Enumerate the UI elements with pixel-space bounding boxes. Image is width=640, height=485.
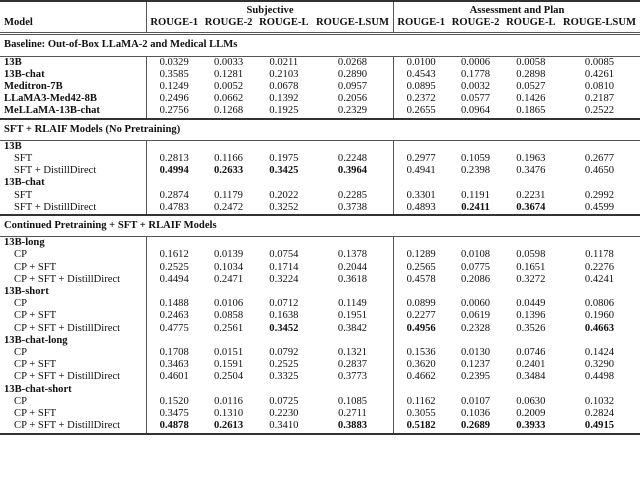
empty-cell — [147, 384, 202, 396]
column-header-rouge2: ROUGE-2 — [204, 17, 253, 29]
metric-value: 0.4578 — [393, 274, 448, 286]
model-name: CP + SFT + DistillDirect — [14, 273, 121, 285]
metric-value: 0.1178 — [585, 249, 614, 261]
metric-value: 0.1321 — [337, 347, 368, 359]
empty-cell — [559, 286, 640, 298]
metric-value: 0.0058 — [516, 56, 546, 68]
empty-cell — [503, 384, 559, 396]
metric-value: 0.2372 — [393, 93, 448, 105]
empty-cell — [559, 237, 640, 250]
model-name: MeLLaMA-13B-chat — [0, 105, 147, 118]
metric-value: 0.0139 — [213, 249, 244, 261]
empty-cell — [312, 237, 394, 250]
metric-value: 0.1426 — [516, 93, 546, 105]
column-header-rouge1: ROUGE-1 — [147, 17, 202, 34]
metric-value: 0.1166 — [214, 153, 243, 165]
empty-cell — [312, 177, 394, 189]
metric-value: 0.4543 — [393, 69, 448, 81]
empty-cell — [503, 335, 559, 347]
empty-cell — [559, 177, 640, 189]
metric-value: 0.1149 — [338, 298, 367, 310]
metric-value: 0.1179 — [214, 189, 243, 201]
metric-value: 0.1034 — [213, 261, 244, 273]
model-name: CP + SFT — [14, 359, 57, 371]
column-header-rougel: ROUGE-L — [506, 17, 556, 29]
metric-value: 0.3484 — [516, 371, 546, 383]
model-name: CP — [14, 298, 27, 310]
metric-value: 0.3933 — [503, 420, 559, 433]
metric-value: 0.1032 — [584, 395, 615, 407]
metric-value: 0.1281 — [213, 68, 244, 80]
metric-value: 0.4956 — [393, 323, 448, 335]
metric-value: 0.3842 — [337, 322, 368, 334]
column-header-model: Model — [4, 17, 33, 29]
metric-value: 0.2977 — [393, 153, 448, 165]
model-group-name: 13B — [4, 140, 22, 152]
metric-value: 0.1520 — [147, 396, 202, 408]
metric-value: 0.2504 — [213, 371, 244, 383]
metric-value: 0.4775 — [147, 323, 202, 335]
metric-value: 0.0858 — [213, 310, 244, 322]
metric-value: 0.2677 — [584, 153, 615, 165]
metric-value: 0.0052 — [213, 81, 244, 93]
metric-value: 0.2328 — [460, 322, 491, 334]
metric-value: 0.2463 — [147, 310, 202, 322]
metric-value: 0.3618 — [337, 273, 368, 285]
metric-value: 0.0211 — [269, 56, 299, 68]
metric-value: 0.1488 — [147, 298, 202, 310]
model-name: SFT — [14, 189, 33, 201]
metric-value: 0.2472 — [201, 202, 255, 215]
metric-value: 0.3452 — [269, 322, 299, 334]
metric-value: 0.0964 — [448, 105, 502, 118]
metric-value: 0.0895 — [393, 81, 448, 93]
metric-value: 0.2756 — [147, 105, 202, 118]
metric-value: 0.2655 — [393, 105, 448, 118]
group-header-subjective: Subjective — [147, 1, 394, 17]
empty-cell — [393, 140, 448, 153]
metric-value: 0.0106 — [213, 298, 244, 310]
metric-value: 0.3425 — [269, 165, 299, 177]
model-name: 13B — [4, 56, 22, 68]
empty-cell — [256, 384, 312, 396]
metric-value: 0.2276 — [584, 261, 615, 273]
model-name: CP + SFT + DistillDirect — [0, 420, 147, 433]
empty-cell — [201, 140, 255, 153]
empty-cell — [559, 335, 640, 347]
metric-value: 0.1865 — [503, 105, 559, 118]
model-name: CP — [14, 347, 27, 359]
empty-cell — [503, 140, 559, 153]
metric-value: 0.2837 — [337, 359, 368, 371]
empty-cell — [312, 286, 394, 298]
metric-value: 0.3585 — [147, 69, 202, 81]
empty-cell — [393, 286, 448, 298]
metric-value: 0.2231 — [516, 189, 546, 201]
empty-cell — [201, 286, 255, 298]
metric-value: 0.2471 — [213, 273, 244, 285]
metric-value: 0.4494 — [147, 274, 202, 286]
model-name: CP — [14, 395, 27, 407]
section-title: Baseline: Out-of-Box LLaMA-2 and Medical LLMs — [0, 34, 640, 56]
empty-cell — [147, 286, 202, 298]
column-header-rouge1: ROUGE-1 — [393, 17, 448, 34]
empty-cell — [503, 237, 559, 250]
metric-value: 0.5182 — [393, 420, 448, 433]
metric-value: 0.1975 — [269, 153, 299, 165]
metric-value: 0.0100 — [393, 56, 448, 69]
metric-value: 0.4893 — [393, 202, 448, 215]
metric-value: 0.2285 — [337, 189, 368, 201]
metric-value: 0.1651 — [516, 261, 546, 273]
metric-value: 0.0806 — [584, 298, 615, 310]
metric-value: 0.2395 — [460, 371, 491, 383]
metric-value: 0.4878 — [147, 420, 202, 433]
metric-value: 0.4783 — [147, 202, 202, 215]
empty-cell — [393, 384, 448, 396]
metric-value: 0.1237 — [460, 359, 491, 371]
empty-cell — [503, 177, 559, 189]
metric-value: 0.3674 — [503, 202, 559, 215]
metric-value: 0.1289 — [393, 249, 448, 261]
empty-cell — [201, 335, 255, 347]
metric-value: 0.2022 — [269, 189, 299, 201]
column-header-rougelsum: ROUGE-LSUM — [315, 17, 389, 29]
metric-value: 0.1925 — [256, 105, 312, 118]
metric-value: 0.0060 — [460, 298, 491, 310]
metric-value: 0.3055 — [393, 408, 448, 420]
metric-value: 0.4941 — [393, 165, 448, 177]
metric-value: 0.2401 — [516, 359, 546, 371]
model-name: SFT + DistillDirect — [14, 165, 97, 177]
metric-value: 0.4915 — [559, 420, 640, 433]
metric-value: 0.0754 — [269, 249, 299, 261]
empty-cell — [147, 140, 202, 153]
model-group-name: 13B-chat-long — [4, 334, 68, 346]
metric-value: 0.1162 — [393, 396, 448, 408]
metric-value: 0.0678 — [269, 81, 299, 93]
metric-value: 0.0957 — [337, 81, 368, 93]
metric-value: 0.0577 — [460, 93, 491, 105]
model-name: CP + SFT + DistillDirect — [14, 322, 121, 334]
column-header-rouge2: ROUGE-2 — [451, 17, 500, 29]
metric-value: 0.1249 — [147, 81, 202, 93]
empty-cell — [147, 335, 202, 347]
metric-value: 0.2277 — [393, 310, 448, 322]
metric-value: 0.4994 — [147, 165, 202, 177]
metric-value: 0.1085 — [337, 395, 368, 407]
metric-value: 0.3475 — [147, 408, 202, 420]
metric-value: 0.3476 — [516, 165, 546, 177]
metric-value: 0.0449 — [516, 298, 546, 310]
section-title: Continued Pretraining + SFT + RLAIF Models — [0, 215, 640, 237]
empty-cell — [256, 335, 312, 347]
empty-cell — [201, 177, 255, 189]
metric-value: 0.4662 — [393, 371, 448, 383]
column-header-rougelsum: ROUGE-LSUM — [562, 17, 636, 29]
model-group-name: 13B-short — [4, 286, 49, 298]
metric-value: 0.0775 — [460, 261, 491, 273]
metric-value: 0.0899 — [393, 298, 448, 310]
metric-value: 0.4599 — [559, 202, 640, 215]
metric-value: 0.2898 — [516, 68, 546, 80]
metric-value: 0.1378 — [337, 249, 368, 261]
empty-cell — [448, 237, 502, 250]
model-name: CP + SFT — [14, 310, 57, 322]
metric-value: 0.0598 — [516, 249, 546, 261]
metric-value: 0.0130 — [460, 347, 491, 359]
metric-value: 0.3272 — [516, 273, 546, 285]
metric-value: 0.2525 — [147, 262, 202, 274]
metric-value: 0.2056 — [337, 93, 368, 105]
empty-cell — [256, 286, 312, 298]
empty-cell — [448, 286, 502, 298]
metric-value: 0.0619 — [460, 310, 491, 322]
empty-cell — [147, 177, 202, 189]
metric-value: 0.1536 — [393, 347, 448, 359]
metric-value: 0.0006 — [460, 56, 491, 68]
metric-value: 0.1960 — [584, 310, 615, 322]
column-header-rougel: ROUGE-L — [259, 17, 309, 29]
metric-value: 0.2103 — [269, 68, 299, 80]
metric-value: 0.2992 — [584, 189, 615, 201]
model-group-name: 13B-long — [4, 237, 45, 249]
metric-value: 0.0810 — [584, 81, 615, 93]
metric-value: 0.0268 — [337, 56, 368, 68]
metric-value: 0.3252 — [256, 202, 312, 215]
empty-cell — [503, 286, 559, 298]
metric-value: 0.1424 — [584, 347, 615, 359]
metric-value: 0.4261 — [584, 68, 615, 80]
group-header-assessment-plan: Assessment and Plan — [393, 1, 640, 17]
metric-value: 0.2009 — [516, 408, 546, 420]
metric-value: 0.0116 — [214, 395, 243, 407]
metric-value: 0.0032 — [460, 81, 491, 93]
model-name: CP — [14, 249, 27, 261]
model-name: LLaMA3-Med42-8B — [4, 93, 97, 105]
empty-cell — [393, 335, 448, 347]
metric-value: 0.2565 — [393, 262, 448, 274]
model-name: CP + SFT — [14, 408, 57, 420]
model-name: CP + SFT + DistillDirect — [14, 371, 121, 383]
empty-cell — [312, 384, 394, 396]
metric-value: 0.4663 — [584, 322, 615, 334]
metric-value: 0.2187 — [584, 93, 615, 105]
metric-value: 0.1708 — [147, 347, 202, 359]
empty-cell — [312, 335, 394, 347]
metric-value: 0.0033 — [213, 56, 244, 68]
metric-value: 0.4241 — [584, 273, 615, 285]
metric-value: 0.2689 — [448, 420, 502, 433]
metric-value: 0.3301 — [393, 190, 448, 202]
metric-value: 0.1778 — [460, 68, 491, 80]
metric-value: 0.0151 — [213, 347, 244, 359]
metric-value: 0.1638 — [269, 310, 299, 322]
metric-value: 0.0527 — [516, 81, 546, 93]
metric-value: 0.0712 — [269, 298, 299, 310]
metric-value: 0.0329 — [147, 56, 202, 69]
metric-value: 0.2874 — [147, 190, 202, 202]
model-name: 13B-chat — [4, 68, 45, 80]
metric-value: 0.0108 — [460, 249, 491, 261]
metric-value: 0.4650 — [584, 165, 615, 177]
metric-value: 0.3224 — [269, 273, 299, 285]
metric-value: 0.0630 — [516, 395, 546, 407]
metric-value: 0.1392 — [269, 93, 299, 105]
metric-value: 0.2711 — [338, 408, 367, 420]
metric-value: 0.1951 — [337, 310, 368, 322]
empty-cell — [256, 177, 312, 189]
empty-cell — [448, 140, 502, 153]
metric-value: 0.1612 — [147, 249, 202, 261]
empty-cell — [559, 140, 640, 153]
model-group-name: 13B-chat-short — [4, 383, 72, 395]
metric-value: 0.1591 — [213, 359, 244, 371]
empty-cell — [559, 384, 640, 396]
empty-cell — [201, 237, 255, 250]
empty-cell — [393, 177, 448, 189]
metric-value: 0.2086 — [460, 273, 491, 285]
metric-value: 0.1310 — [213, 408, 244, 420]
metric-value: 0.1714 — [269, 261, 299, 273]
model-name: SFT — [14, 153, 33, 165]
metric-value: 0.3325 — [269, 371, 299, 383]
metric-value: 0.3620 — [393, 359, 448, 371]
empty-cell — [448, 384, 502, 396]
metric-value: 0.0107 — [460, 395, 491, 407]
metric-value: 0.1191 — [461, 189, 490, 201]
metric-value: 0.2633 — [213, 165, 244, 177]
metric-value: 0.3738 — [312, 202, 394, 215]
model-name: SFT + DistillDirect — [0, 202, 147, 215]
metric-value: 0.2525 — [269, 359, 299, 371]
metric-value: 0.3526 — [516, 322, 546, 334]
empty-cell — [147, 237, 202, 250]
metric-value: 0.2890 — [337, 68, 368, 80]
section-title: SFT + RLAIF Models (No Pretraining) — [0, 119, 640, 141]
metric-value: 0.1268 — [201, 105, 255, 118]
empty-cell — [448, 177, 502, 189]
empty-cell — [201, 384, 255, 396]
metric-value: 0.0792 — [269, 347, 299, 359]
metric-value: 0.0085 — [584, 56, 615, 68]
metric-value: 0.3964 — [337, 165, 368, 177]
metric-value: 0.4601 — [147, 371, 202, 383]
metric-value: 0.2411 — [448, 202, 502, 215]
metric-value: 0.3290 — [584, 359, 615, 371]
empty-cell — [312, 140, 394, 153]
metric-value: 0.1963 — [516, 153, 546, 165]
metric-value: 0.2329 — [312, 105, 394, 118]
metric-value: 0.3463 — [147, 359, 202, 371]
metric-value: 0.2522 — [559, 105, 640, 118]
metric-value: 0.3883 — [312, 420, 394, 433]
metric-value: 0.3410 — [256, 420, 312, 433]
metric-value: 0.2248 — [337, 153, 368, 165]
metric-value: 0.2613 — [201, 420, 255, 433]
model-group-name: 13B-chat — [4, 177, 45, 189]
metric-value: 0.2561 — [213, 322, 244, 334]
metric-value: 0.2398 — [460, 165, 491, 177]
metric-value: 0.3773 — [337, 371, 368, 383]
metric-value: 0.2824 — [584, 408, 615, 420]
metric-value: 0.0746 — [516, 347, 546, 359]
metric-value: 0.1396 — [516, 310, 546, 322]
metric-value: 0.2496 — [147, 93, 202, 105]
metric-value: 0.1036 — [460, 408, 491, 420]
metric-value: 0.0725 — [269, 395, 299, 407]
metric-value: 0.0662 — [213, 93, 244, 105]
metric-value: 0.4498 — [584, 371, 615, 383]
metric-value: 0.2813 — [147, 153, 202, 165]
model-name: Meditron-7B — [4, 81, 63, 93]
metric-value: 0.1059 — [460, 153, 491, 165]
empty-cell — [256, 140, 312, 153]
empty-cell — [256, 237, 312, 250]
empty-cell — [393, 237, 448, 250]
metric-value: 0.2044 — [337, 261, 368, 273]
empty-cell — [448, 335, 502, 347]
model-name: CP + SFT — [14, 261, 57, 273]
metric-value: 0.2230 — [269, 408, 299, 420]
